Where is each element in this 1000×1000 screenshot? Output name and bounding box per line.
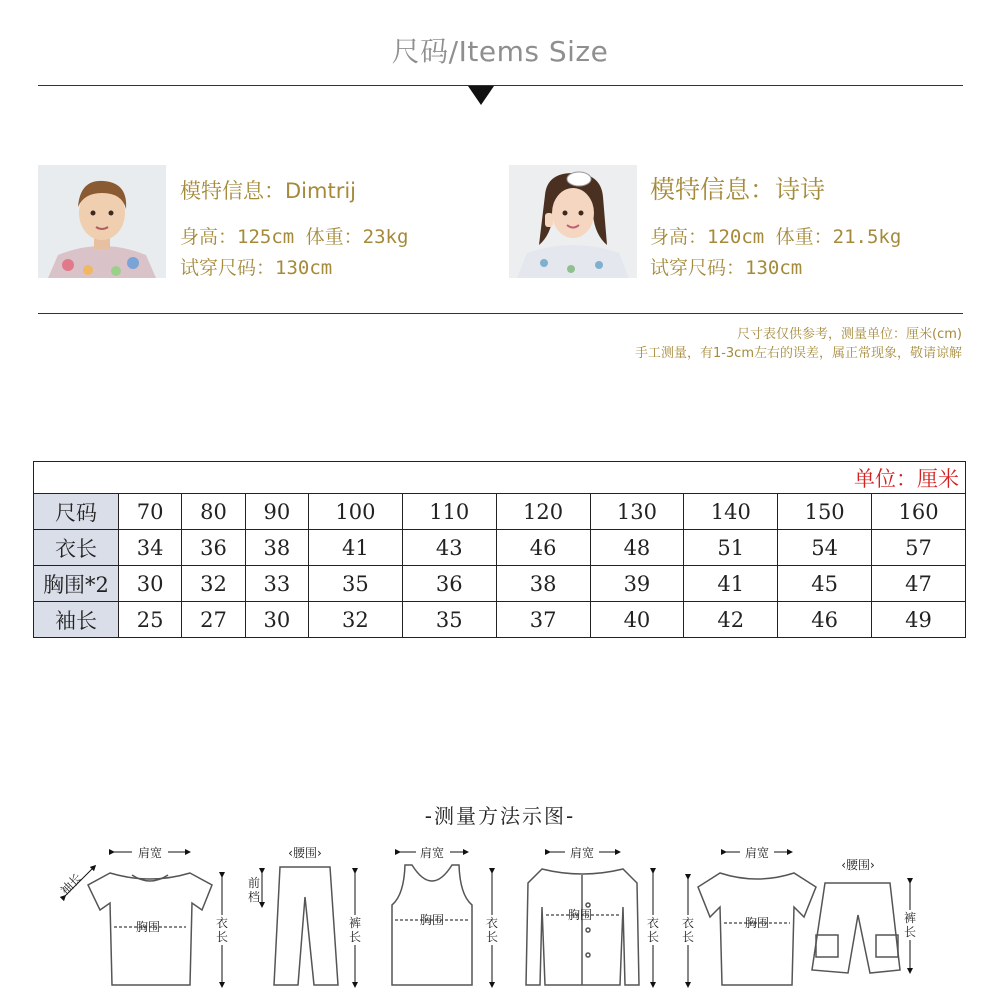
girl-model-stats: 身高：120cm 体重：21.5kg <box>650 226 902 248</box>
shorts-waist-label: ‹腰围› <box>841 858 875 872</box>
table-cell: 110 <box>402 494 496 530</box>
table-row <box>34 566 966 602</box>
table-cell: 37 <box>496 602 590 638</box>
table-cell: 140 <box>684 494 778 530</box>
table-cell: 150 <box>778 494 872 530</box>
row-header-sleeve: 袖长 <box>34 602 119 638</box>
table-cell: 41 <box>684 566 778 602</box>
jacket-diagram <box>526 869 639 985</box>
table-cell: 32 <box>182 566 245 602</box>
girl-model-size: 试穿尺码：130cm <box>650 257 803 279</box>
table-row <box>34 530 966 566</box>
rise-label: 前档 <box>247 876 261 904</box>
waist-label: ‹腰围› <box>288 846 322 860</box>
row-header-chest: 胸围*2 <box>34 566 119 602</box>
length-label: 衣长 <box>215 916 229 944</box>
table-cell: 43 <box>402 530 496 566</box>
measurement-guide-title: -测量方法示图- <box>424 804 576 828</box>
table-cell: 32 <box>308 602 402 638</box>
girl-model-photo <box>509 165 637 278</box>
row-header-size: 尺码 <box>34 494 119 530</box>
size-note-tolerance: 手工测量，有1-3cm左右的误差，属正常现象，敬请谅解 <box>634 346 962 361</box>
table-cell: 46 <box>496 530 590 566</box>
tank-length-label: 衣长 <box>485 916 499 944</box>
sleeve-label: 袖长 <box>57 870 85 898</box>
table-cell: 38 <box>245 530 308 566</box>
table-cell: 36 <box>402 566 496 602</box>
table-cell: 25 <box>119 602 182 638</box>
middle-divider <box>38 313 963 314</box>
table-cell: 39 <box>590 566 684 602</box>
table-cell: 57 <box>872 530 966 566</box>
tank-shoulder-label: 肩宽 <box>419 846 445 860</box>
shorts-diagram <box>812 883 900 973</box>
row-header-length: 衣长 <box>34 530 119 566</box>
chest-label: 胸围 <box>135 920 161 934</box>
boy-model-stats: 身高：125cm 体重：23kg <box>180 226 409 248</box>
table-cell: 40 <box>590 602 684 638</box>
table-cell: 90 <box>245 494 308 530</box>
table-cell: 42 <box>684 602 778 638</box>
table-cell: 46 <box>778 602 872 638</box>
tank-chest-label: 胸围 <box>419 913 445 927</box>
pants-diagram <box>274 867 338 985</box>
size-note-reference: 尺寸表仅供参考，测量单位：厘米(cm) <box>737 327 962 342</box>
table-cell: 54 <box>778 530 872 566</box>
tshirt-2-shoulder-label: 肩宽 <box>744 846 770 860</box>
table-cell: 160 <box>872 494 966 530</box>
girl-model-name: 模特信息：诗诗 <box>650 175 826 204</box>
table-row <box>34 494 966 530</box>
top-divider <box>38 85 963 86</box>
measurement-diagram <box>40 835 960 995</box>
table-cell: 51 <box>684 530 778 566</box>
shorts-length-label: 裤长 <box>903 911 917 939</box>
table-cell: 49 <box>872 602 966 638</box>
table-cell: 41 <box>308 530 402 566</box>
pants-length-label: 裤长 <box>348 916 362 944</box>
table-cell: 33 <box>245 566 308 602</box>
jacket-shoulder-label: 肩宽 <box>569 846 595 860</box>
table-cell: 100 <box>308 494 402 530</box>
boy-model-name: 模特信息：Dimtrij <box>180 179 356 203</box>
table-cell: 30 <box>245 602 308 638</box>
boy-model-size: 试穿尺码：130cm <box>180 257 333 279</box>
down-arrow-icon <box>468 86 494 105</box>
jacket-length-label: 衣长 <box>646 916 660 944</box>
unit-label: 单位：厘米 <box>34 462 966 494</box>
table-cell: 70 <box>119 494 182 530</box>
table-cell: 38 <box>496 566 590 602</box>
table-cell: 48 <box>590 530 684 566</box>
tshirt-2-length-label: 衣长 <box>681 916 695 944</box>
shoulder-label: 肩宽 <box>137 846 163 860</box>
boy-model-photo <box>38 165 166 278</box>
table-cell: 120 <box>496 494 590 530</box>
jacket-chest-label: 胸围 <box>567 908 593 922</box>
table-cell: 34 <box>119 530 182 566</box>
table-cell: 45 <box>778 566 872 602</box>
table-cell: 36 <box>182 530 245 566</box>
table-cell: 30 <box>119 566 182 602</box>
table-cell: 47 <box>872 566 966 602</box>
table-cell: 130 <box>590 494 684 530</box>
table-cell: 35 <box>402 602 496 638</box>
table-cell: 27 <box>182 602 245 638</box>
tshirt-2-chest-label: 胸围 <box>744 916 770 930</box>
table-cell: 80 <box>182 494 245 530</box>
table-cell: 35 <box>308 566 402 602</box>
page-title: 尺码/Items Size <box>391 35 609 68</box>
table-row <box>34 602 966 638</box>
size-table <box>33 461 966 638</box>
